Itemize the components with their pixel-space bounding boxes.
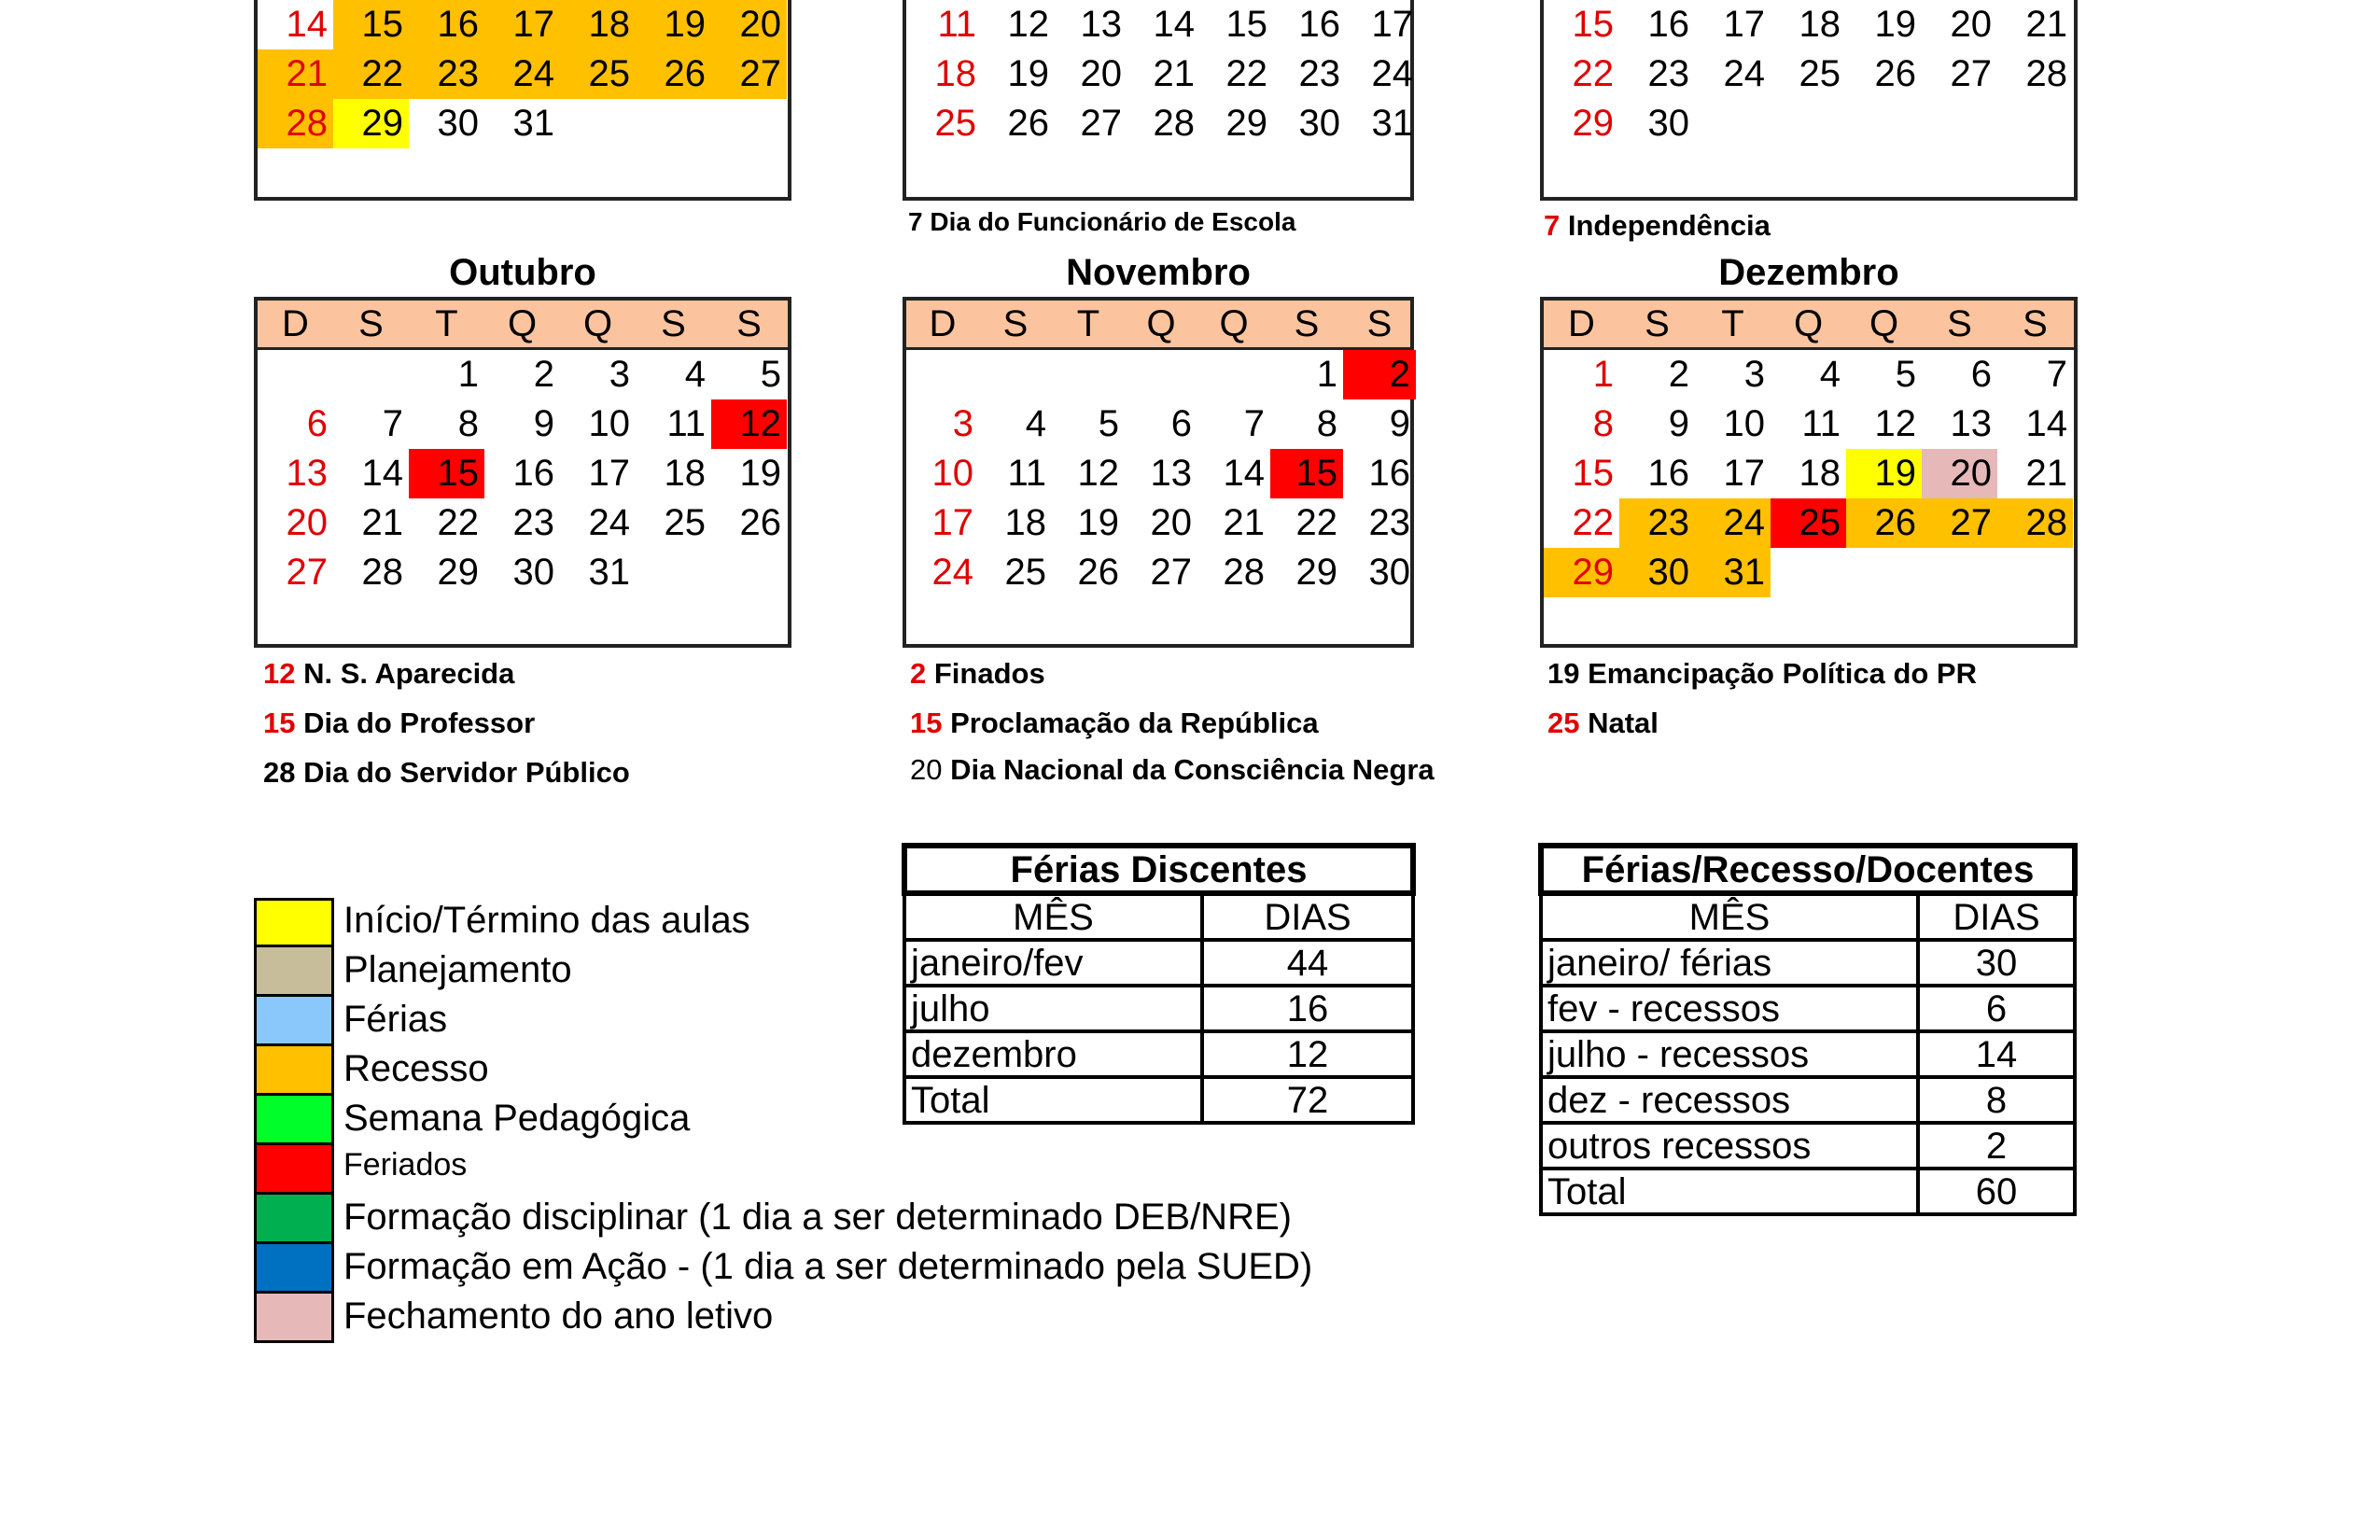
weekday-label: Q [1219, 302, 1249, 344]
day-cell: 27 [1080, 103, 1122, 144]
day-cell: 16 [512, 453, 554, 494]
day-cell: 28 [1153, 103, 1195, 144]
day-cell: 4 [1819, 354, 1841, 395]
note-novembro-2: 2 Finados [910, 657, 1045, 690]
day-cell: 25 [1771, 498, 1846, 548]
day-cell: 30 [512, 552, 554, 593]
weekday-label: S [661, 302, 686, 344]
weekday-label: S [1002, 302, 1029, 344]
day-cell: 14 [2025, 403, 2067, 444]
day-cell: 26 [636, 49, 711, 99]
day-cell: 22 [437, 502, 479, 543]
partial-month-grid [903, 0, 1414, 201]
legend-label: Recesso [343, 1048, 489, 1089]
legend-swatch [254, 947, 334, 997]
partial-month-grid [1540, 0, 2078, 201]
day-cell: 28 [2025, 53, 2067, 94]
day-cell: 29 [1295, 552, 1337, 593]
day-cell: 23 [409, 49, 484, 99]
day-cell: 18 [560, 0, 636, 49]
day-cell: 9 [1389, 403, 1410, 444]
day-cell: 17 [931, 502, 973, 543]
day-cell: 1 [1592, 354, 1614, 395]
weekday-label: D [1568, 302, 1595, 344]
ferias-discentes-title: Férias Discentes [904, 846, 1413, 893]
legend-label: Formação em Ação - (1 dia a ser determinado pela SUED) [343, 1246, 1313, 1287]
day-cell: 20 [1080, 53, 1122, 94]
day-cell: 14 [1223, 453, 1265, 494]
ferias-docentes-table [1538, 843, 2078, 1216]
weekday-label: S [1947, 302, 1972, 344]
day-cell: 16 [1368, 453, 1410, 494]
note-outubro-12: 12 N. S. Aparecida [263, 657, 515, 690]
day-cell: 30 [1619, 548, 1695, 597]
table-row: janeiro/fev 44 [904, 940, 1413, 986]
partial-month-grid [254, 0, 791, 201]
day-cell: 31 [1695, 548, 1771, 597]
weekday-label: D [282, 302, 309, 344]
legend-label: Formação disciplinar (1 dia a ser determinado DEB/NRE) [343, 1197, 1292, 1238]
day-cell: 1 [457, 354, 479, 395]
weekday-label: T [435, 302, 458, 344]
note-dezembro-25: 25 Natal [1547, 707, 1659, 739]
day-cell: 6 [1170, 403, 1192, 444]
table-row: julho - recessos 14 [1541, 1031, 2075, 1077]
day-cell: 11 [1801, 403, 1841, 444]
month-title-outubro: Outubro [449, 252, 596, 293]
day-cell: 24 [931, 552, 973, 593]
month-grid-novembro [903, 297, 1414, 648]
table-row: dezembro 12 [904, 1031, 1413, 1077]
day-cell: 13 [1950, 403, 1992, 444]
day-cell: 20 [286, 502, 328, 543]
day-cell: 23 [512, 502, 554, 543]
legend-swatch [254, 1294, 334, 1343]
weekday-label: Q [1869, 302, 1899, 344]
day-cell: 27 [286, 552, 328, 593]
day-cell: 21 [1223, 502, 1265, 543]
day-cell: 3 [1743, 354, 1765, 395]
day-cell: 12 [1874, 403, 1916, 444]
day-cell: 21 [258, 49, 333, 99]
col-mes: MÊS [1541, 893, 1918, 940]
day-cell: 17 [1723, 453, 1765, 494]
day-cell: 22 [1572, 502, 1614, 543]
day-cell: 25 [560, 49, 636, 99]
day-cell: 19 [1077, 502, 1119, 543]
legend-swatch [254, 1096, 334, 1145]
day-cell: 8 [1316, 403, 1337, 444]
day-cell: 8 [457, 403, 479, 444]
weekday-label: S [2023, 302, 2048, 344]
day-cell: 13 [286, 453, 328, 494]
day-cell: 24 [1723, 53, 1765, 94]
note-agosto-7: 7 Dia do Funcionário de Escola [908, 207, 1296, 236]
legend-label: Início/Término das aulas [343, 900, 750, 941]
note-dezembro-19: 19 Emancipação Política do PR [1547, 657, 1977, 690]
table-row: janeiro/ férias 30 [1541, 940, 2075, 986]
day-cell: 24 [588, 502, 630, 543]
day-cell: 3 [609, 354, 630, 395]
day-cell: 19 [1874, 4, 1916, 45]
day-cell: 30 [1368, 552, 1410, 593]
day-cell: 24 [1371, 53, 1413, 94]
day-cell: 11 [666, 403, 706, 444]
day-cell: 15 [333, 0, 409, 49]
day-cell: 26 [1874, 53, 1916, 94]
month-grid-outubro [254, 297, 791, 648]
day-cell: 20 [1950, 4, 1992, 45]
day-cell: 13 [1150, 453, 1192, 494]
day-cell: 2 [1668, 354, 1689, 395]
legend-label: Fechamento do ano letivo [343, 1295, 774, 1337]
day-cell: 26 [1846, 498, 1922, 548]
day-cell: 11 [937, 4, 976, 45]
day-cell: 19 [1007, 53, 1049, 94]
day-cell: 30 [437, 103, 479, 144]
day-cell: 4 [1025, 403, 1046, 444]
weekday-label: S [1366, 302, 1393, 344]
day-cell: 18 [1004, 502, 1046, 543]
day-cell: 31 [1371, 103, 1413, 144]
day-cell: 23 [1368, 502, 1410, 543]
table-row: dez - recessos 8 [1541, 1077, 2075, 1123]
col-dias: DIAS [1202, 893, 1413, 940]
day-cell: 31 [588, 552, 630, 593]
day-cell: 21 [2025, 453, 2067, 494]
day-cell: 3 [952, 403, 973, 444]
day-cell: 25 [934, 103, 976, 144]
legend-label: Férias [343, 999, 448, 1040]
month-title-dezembro: Dezembro [1718, 252, 1899, 293]
table-row: Total 72 [904, 1077, 1413, 1123]
weekday-label: S [1294, 302, 1320, 344]
day-cell: 18 [664, 453, 706, 494]
day-cell: 26 [739, 502, 781, 543]
day-cell: 22 [1225, 53, 1267, 94]
day-cell: 17 [1371, 4, 1413, 45]
day-cell: 16 [1647, 4, 1689, 45]
day-cell: 10 [588, 403, 630, 444]
legend-label: Feriados [343, 1147, 468, 1183]
day-cell: 25 [1799, 53, 1841, 94]
day-cell: 7 [382, 403, 403, 444]
day-cell: 15 [1572, 4, 1614, 45]
day-cell: 2 [1343, 350, 1416, 399]
day-cell: 15 [1572, 453, 1614, 494]
day-cell: 25 [664, 502, 706, 543]
day-cell: 27 [711, 49, 787, 99]
day-cell: 14 [1153, 4, 1195, 45]
day-cell: 25 [1004, 552, 1046, 593]
weekday-label: S [358, 302, 384, 344]
day-cell: 6 [306, 403, 328, 444]
table-row: outros recessos 2 [1541, 1123, 2075, 1169]
day-cell: 16 [1647, 453, 1689, 494]
day-cell: 12 [711, 399, 787, 449]
weekday-label: Q [1146, 302, 1176, 344]
legend-swatch [254, 1195, 334, 1244]
table-row: julho 16 [904, 986, 1413, 1031]
day-cell: 20 [1150, 502, 1192, 543]
day-cell: 13 [1080, 4, 1122, 45]
note-novembro-15: 15 Proclamação da República [910, 707, 1319, 739]
day-cell: 16 [409, 0, 484, 49]
day-cell: 7 [2046, 354, 2067, 395]
day-cell: 12 [1007, 4, 1049, 45]
day-cell: 21 [2025, 4, 2067, 45]
day-cell: 27 [1922, 498, 1997, 548]
day-cell: 15 [1270, 449, 1343, 498]
day-cell: 19 [1846, 449, 1922, 498]
day-cell: 20 [1922, 449, 1997, 498]
table-row: fev - recessos 6 [1541, 986, 2075, 1031]
day-cell: 5 [760, 354, 781, 395]
day-cell: 21 [361, 502, 403, 543]
day-cell: 23 [1647, 53, 1689, 94]
day-cell: 18 [1799, 453, 1841, 494]
day-cell: 17 [1723, 4, 1765, 45]
legend-label: Planejamento [343, 949, 572, 990]
weekday-label: D [929, 302, 957, 344]
day-cell: 8 [1592, 403, 1614, 444]
day-cell: 5 [1098, 403, 1119, 444]
day-cell: 28 [361, 552, 403, 593]
table-row: Total 60 [1541, 1169, 2075, 1214]
weekday-label: S [1645, 302, 1670, 344]
day-cell: 28 [1997, 498, 2073, 548]
day-cell: 7 [1243, 403, 1265, 444]
weekday-label: Q [582, 302, 613, 344]
day-cell: 28 [258, 99, 333, 148]
day-cell: 6 [1970, 354, 1992, 395]
day-cell: 26 [1007, 103, 1049, 144]
day-cell: 9 [1668, 403, 1689, 444]
day-cell: 30 [1647, 103, 1689, 144]
day-cell: 26 [1077, 552, 1119, 593]
day-cell: 14 [286, 4, 328, 45]
legend-swatch [254, 997, 334, 1046]
day-cell: 22 [1572, 53, 1614, 94]
day-cell: 20 [711, 0, 787, 49]
day-cell: 16 [1298, 4, 1340, 45]
legend-swatch [254, 1244, 334, 1294]
note-outubro-15: 15 Dia do Professor [263, 707, 536, 739]
day-cell: 28 [1223, 552, 1265, 593]
day-cell: 14 [361, 453, 403, 494]
day-cell: 10 [1723, 403, 1765, 444]
note-novembro-20: 20 Dia Nacional da Consciência Negra [910, 753, 1435, 786]
weekday-label: T [1721, 302, 1744, 344]
weekday-header [1544, 301, 2074, 350]
note-setembro-7: 7 Independência [1544, 209, 1771, 242]
day-cell: 31 [512, 103, 554, 144]
day-cell: 17 [588, 453, 630, 494]
day-cell: 18 [934, 53, 976, 94]
day-cell: 4 [684, 354, 706, 395]
month-grid-dezembro [1540, 297, 2078, 648]
weekday-header [906, 301, 1410, 350]
day-cell: 15 [1225, 4, 1267, 45]
day-cell: 29 [1225, 103, 1267, 144]
day-cell: 15 [409, 449, 484, 498]
legend-swatch [254, 1145, 334, 1195]
col-dias: DIAS [1918, 893, 2075, 940]
day-cell: 29 [437, 552, 479, 593]
month-title-novembro: Novembro [1066, 252, 1251, 293]
ferias-discentes-table [902, 843, 1416, 1125]
day-cell: 23 [1298, 53, 1340, 94]
day-cell: 11 [1007, 453, 1046, 494]
weekday-label: S [736, 302, 762, 344]
day-cell: 22 [333, 49, 409, 99]
day-cell: 22 [1295, 502, 1337, 543]
weekday-label: T [1076, 302, 1100, 344]
legend-label: Semana Pedagógica [343, 1098, 691, 1139]
day-cell: 23 [1619, 498, 1695, 548]
legend-swatch [254, 1046, 334, 1096]
day-cell: 30 [1298, 103, 1340, 144]
day-cell: 29 [1572, 103, 1614, 144]
legend-swatch [254, 898, 334, 947]
day-cell: 19 [636, 0, 711, 49]
weekday-label: Q [1793, 302, 1824, 344]
note-outubro-28: 28 Dia do Servidor Público [263, 756, 630, 789]
day-cell: 10 [931, 453, 973, 494]
day-cell: 9 [533, 403, 554, 444]
day-cell: 29 [1544, 548, 1619, 597]
day-cell: 27 [1150, 552, 1192, 593]
day-cell: 19 [739, 453, 781, 494]
day-cell: 29 [333, 99, 409, 148]
weekday-header [258, 301, 788, 350]
day-cell: 24 [484, 49, 560, 99]
day-cell: 24 [1695, 498, 1771, 548]
day-cell: 18 [1799, 4, 1841, 45]
day-cell: 27 [1950, 53, 1992, 94]
day-cell: 12 [1077, 453, 1119, 494]
col-mes: MÊS [904, 893, 1202, 940]
day-cell: 21 [1153, 53, 1195, 94]
day-cell: 17 [484, 0, 560, 49]
weekday-label: Q [507, 302, 538, 344]
day-cell: 1 [1316, 354, 1337, 395]
day-cell: 5 [1895, 354, 1916, 395]
ferias-docentes-title: Férias/Recesso/Docentes [1541, 846, 2075, 893]
day-cell: 2 [533, 354, 554, 395]
